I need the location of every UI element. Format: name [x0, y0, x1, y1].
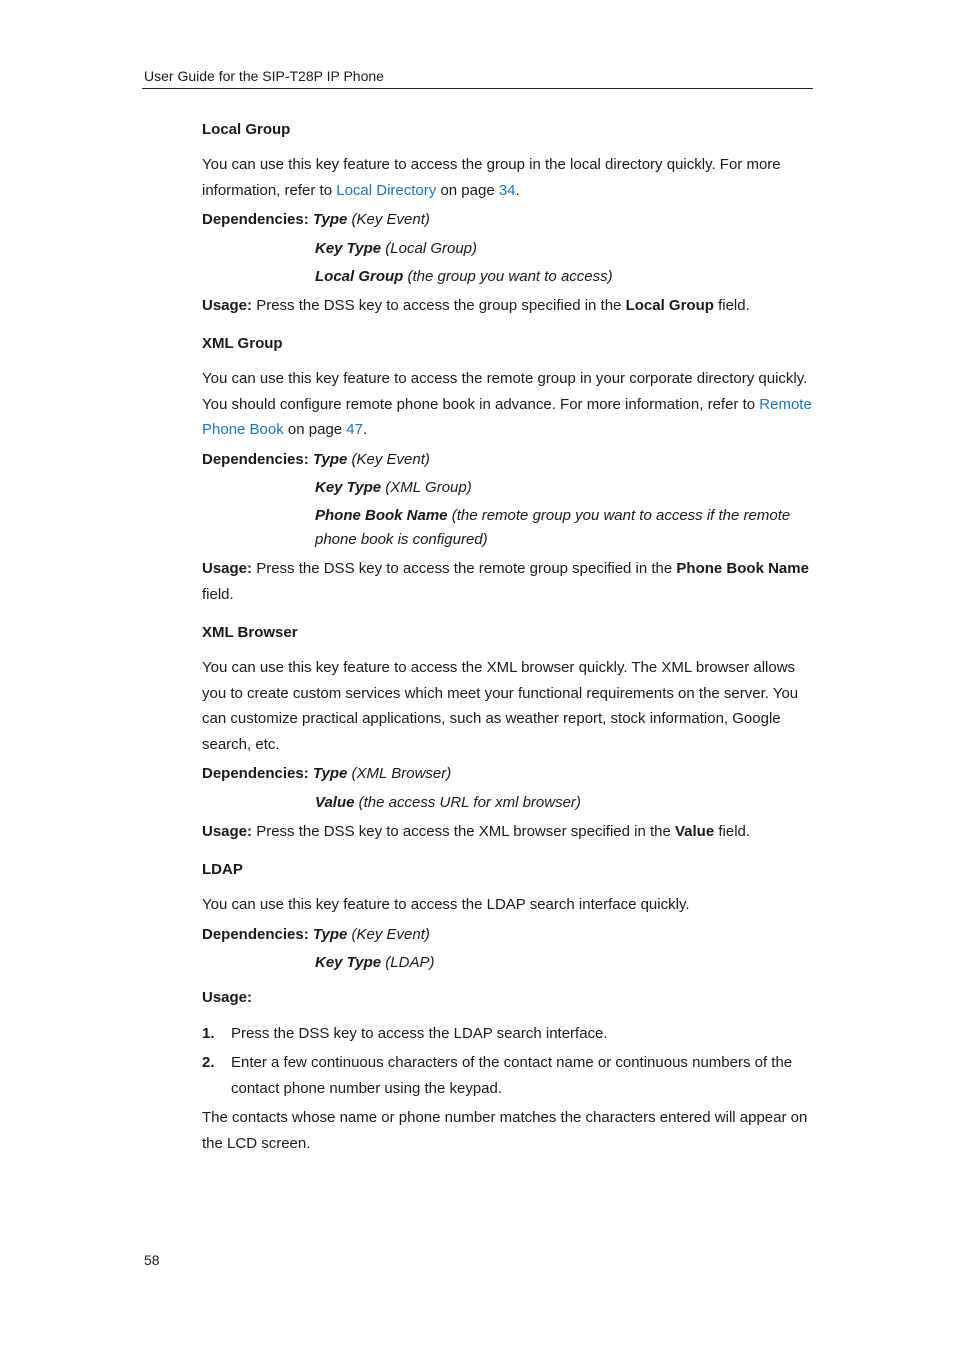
local-directory-link[interactable]: Local Directory: [336, 181, 437, 199]
dependency-item: [313, 765, 451, 782]
usage-label: Usage:: [202, 822, 253, 840]
dependencies-label: Dependencies:: [202, 211, 309, 228]
section-title: LDAP: [202, 861, 243, 878]
dependency-value: (Key Event): [347, 925, 430, 943]
usage-text: field.: [202, 585, 234, 603]
usage-steps: [202, 1021, 814, 1102]
step-number: 1.: [202, 1024, 215, 1042]
page-content: [202, 117, 814, 1156]
dependency-name: Key Type: [315, 954, 382, 971]
usage-label: Usage:: [202, 296, 253, 314]
dependencies-row: [202, 761, 814, 787]
dependency-name: Key Type: [315, 479, 382, 496]
usage-text: Press the DSS key to access the XML browser specified in the: [252, 822, 675, 840]
dependency-item: [313, 926, 430, 943]
dependency-item: [315, 476, 814, 500]
usage-paragraph: [202, 293, 814, 319]
page-header: [142, 66, 813, 89]
dependency-item: [313, 451, 430, 468]
intro-text: You can use this key feature to access the group in the local directory quickly. For more information, refer to: [202, 156, 781, 199]
dependency-name: Phone Book Name: [315, 507, 448, 524]
closing-paragraph: The contacts whose name or phone number matches the characters entered will appear on the LCD screen.: [202, 1109, 808, 1152]
section-xml-group: [202, 331, 814, 607]
intro-text: on page: [283, 421, 347, 438]
dependency-value: (Key Event): [347, 211, 430, 228]
dependencies-label: Dependencies:: [202, 450, 309, 468]
dependency-value: (LDAP): [381, 954, 435, 971]
section-intro: You can use this key feature to access the XML browser quickly. The XML browser allows you to create custom services which meet your functional requirements on the server. You can customize practical applications, such as weather report, stock information, Google search, etc.: [202, 659, 799, 753]
dependencies-label: Dependencies:: [202, 925, 309, 943]
dependency-item: [315, 265, 814, 289]
usage-field: Local Group: [625, 296, 714, 314]
dependency-name: Local Group: [315, 267, 404, 285]
dependency-value: (Key Event): [347, 450, 430, 468]
header-title: User Guide for the SIP-T28P IP Phone: [144, 68, 384, 84]
dependencies-row: [202, 207, 814, 233]
section-intro: [202, 152, 814, 203]
dependency-value: (the group you want to access): [403, 267, 613, 285]
usage-field: Phone Book Name: [676, 560, 809, 577]
dependencies-row: [202, 447, 814, 473]
dependency-name: Type: [312, 765, 348, 782]
usage-label: Usage:: [202, 989, 253, 1006]
section-intro: [202, 366, 814, 443]
dependency-value: (the remote group you want to access if the remote phone book is configured): [315, 507, 791, 548]
dependency-item: [315, 237, 814, 261]
page-47-link[interactable]: 47: [346, 421, 363, 438]
usage-text: Press the DSS key to access the remote group specified in the: [252, 560, 677, 577]
intro-text: You can use this key feature to access the remote group in your corporate directory quickly. You should configure remote phone book in advance. For more information, refer to: [202, 370, 808, 413]
usage-text: field.: [714, 822, 751, 840]
usage-text: field.: [713, 296, 750, 314]
dependencies-row: [202, 922, 814, 948]
page-34-link[interactable]: 34: [498, 181, 516, 199]
intro-text: on page: [436, 181, 499, 199]
dependency-name: Value: [315, 793, 355, 811]
section-local-group: [202, 117, 814, 318]
dependency-name: Key Type: [315, 239, 382, 257]
dependency-value: (XML Browser): [347, 765, 452, 782]
dependency-value: (the access URL for xml browser): [354, 793, 581, 811]
step-text: Enter a few continuous characters of the contact name or continuous numbers of the contact phone number using the keypad.: [231, 1054, 793, 1097]
intro-text: .: [362, 421, 368, 438]
dependency-value: (XML Group): [381, 479, 472, 496]
section-title: XML Browser: [202, 624, 298, 641]
usage-field: Value: [675, 822, 715, 840]
dependency-item: [313, 211, 430, 228]
dependency-value: (Local Group): [381, 239, 478, 257]
remote-phone-book-link[interactable]: Remote Phone Book: [202, 395, 812, 438]
section-xml-browser: [202, 620, 814, 844]
section-intro: You can use this key feature to access the LDAP search interface quickly.: [202, 896, 690, 913]
section-title: XML Group: [202, 335, 283, 352]
usage-paragraph: [202, 556, 814, 607]
dependency-name: Type: [312, 211, 348, 228]
intro-text: .: [515, 181, 520, 199]
dependency-item: [315, 504, 814, 552]
usage-heading: [202, 985, 814, 1011]
step-text: Press the DSS key to access the LDAP search interface.: [231, 1024, 608, 1042]
dependency-name: Type: [312, 450, 348, 468]
list-item: [202, 1021, 814, 1047]
list-item: [202, 1050, 814, 1101]
page-number: 58: [144, 1252, 160, 1268]
usage-paragraph: [202, 819, 814, 845]
usage-label: Usage:: [202, 560, 253, 577]
dependency-item: [315, 951, 814, 975]
usage-text: Press the DSS key to access the group specified in the: [252, 296, 626, 314]
section-title: Local Group: [202, 121, 291, 138]
step-number: 2.: [202, 1054, 215, 1071]
section-ldap: [202, 857, 814, 1156]
dependency-name: Type: [312, 925, 348, 943]
dependency-item: [315, 791, 814, 815]
dependencies-label: Dependencies:: [202, 765, 309, 782]
